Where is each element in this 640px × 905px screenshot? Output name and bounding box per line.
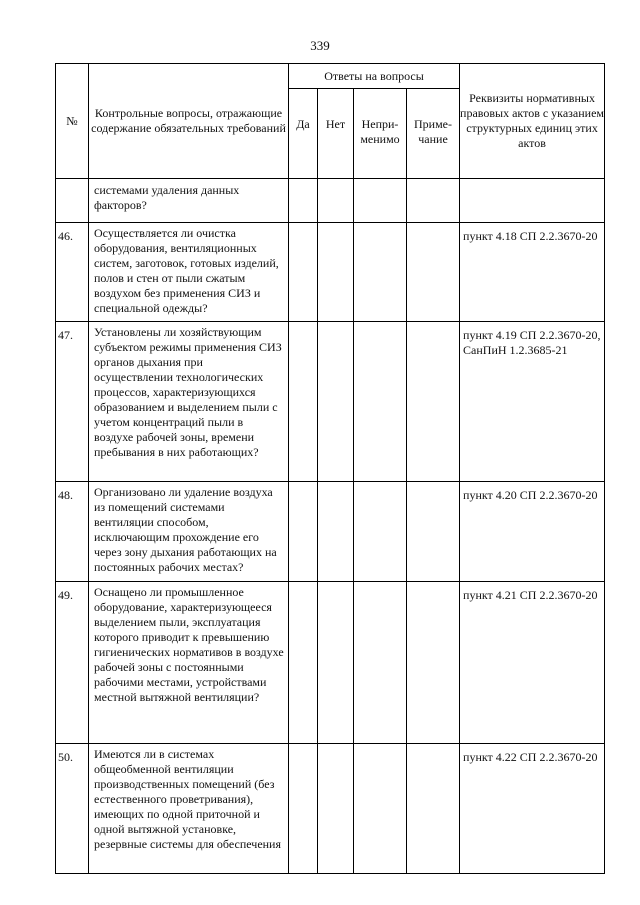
row-question: Оснащено ли промышленное оборудование, характеризующееся выделением пыли, эксплуатация которого приводит к превышению гигиенических нормативов в воздухе рабочей зоны с постоянными рабочими местами, устройствами местной вытяжной вентиляции? <box>89 582 289 744</box>
checklist-table <box>55 63 605 874</box>
row-number: 46. <box>56 223 89 322</box>
answer-yes-cell[interactable] <box>289 223 318 322</box>
row-reference: пункт 4.21 СП 2.2.3670-20 <box>460 582 605 744</box>
row-number <box>56 179 89 223</box>
answer-yes-cell[interactable] <box>289 482 318 582</box>
answer-not-applicable-cell[interactable] <box>354 322 407 482</box>
row-number: 49. <box>56 582 89 744</box>
answer-not-applicable-cell[interactable] <box>354 223 407 322</box>
answer-no-cell[interactable] <box>318 582 354 744</box>
answer-no-cell[interactable] <box>318 322 354 482</box>
answer-note-cell[interactable] <box>407 582 460 744</box>
answer-not-applicable-cell[interactable] <box>354 482 407 582</box>
answer-no-cell[interactable] <box>318 482 354 582</box>
row-reference: пункт 4.18 СП 2.2.3670-20 <box>460 223 605 322</box>
answer-not-applicable-cell[interactable] <box>354 744 407 874</box>
table-row <box>56 179 605 223</box>
row-question: Имеются ли в системах общеобменной вентиляции производственных помещений (без естественного проветривания), имеющих по одной приточной и одной вытяжной установке, резервные системы для обеспечения <box>89 744 289 874</box>
row-reference <box>460 179 605 223</box>
table-row <box>56 322 605 482</box>
answer-no-cell[interactable] <box>318 744 354 874</box>
page-number: 339 <box>310 38 330 53</box>
row-reference: пункт 4.19 СП 2.2.3670-20, СанПиН 1.2.3685-21 <box>460 322 605 482</box>
answer-not-applicable-cell[interactable] <box>354 179 407 223</box>
table-row <box>56 223 605 322</box>
answer-not-applicable-cell[interactable] <box>354 582 407 744</box>
header-answer-not-applicable: Непри-менимо <box>354 89 407 179</box>
answer-yes-cell[interactable] <box>289 179 318 223</box>
header-num: № <box>56 64 89 179</box>
answer-yes-cell[interactable] <box>289 744 318 874</box>
table-row <box>56 744 605 874</box>
answer-note-cell[interactable] <box>407 482 460 582</box>
answer-no-cell[interactable] <box>318 179 354 223</box>
row-number: 50. <box>56 744 89 874</box>
header-row-top <box>56 64 605 89</box>
row-number: 47. <box>56 322 89 482</box>
row-question: системами удаления данных факторов? <box>89 179 289 223</box>
header-answer-no: Нет <box>318 89 354 179</box>
row-number: 48. <box>56 482 89 582</box>
header-answers-title: Ответы на вопросы <box>289 64 460 89</box>
row-question: Осуществляется ли очистка оборудования, вентиляционных систем, заготовок, готовых изделий, полов и стен от пыли сжатым воздухом без применения СИЗ и специальной одежды? <box>89 223 289 322</box>
row-question: Организовано ли удаление воздуха из помещений системами вентиляции способом, исключающим прохождение его через зону дыхания работающих на постоянных рабочих местах? <box>89 482 289 582</box>
header-reference: Реквизиты нормативных правовых актов с указанием структурных единиц этих актов <box>460 64 605 179</box>
row-reference: пункт 4.22 СП 2.2.3670-20 <box>460 744 605 874</box>
answer-no-cell[interactable] <box>318 223 354 322</box>
answer-note-cell[interactable] <box>407 322 460 482</box>
table-row <box>56 582 605 744</box>
row-reference: пункт 4.20 СП 2.2.3670-20 <box>460 482 605 582</box>
header-answer-note: Приме-чание <box>407 89 460 179</box>
row-question: Установлены ли хозяйствующим субъектом режимы применения СИЗ органов дыхания при осуществлении технологических процессов, характеризующихся образованием и выделением пыли с учетом концентраций пыли в воздухе рабочей зоны, времени пребывания в них работающих? <box>89 322 289 482</box>
answer-note-cell[interactable] <box>407 744 460 874</box>
answer-yes-cell[interactable] <box>289 582 318 744</box>
table-row <box>56 482 605 582</box>
answer-note-cell[interactable] <box>407 179 460 223</box>
answer-note-cell[interactable] <box>407 223 460 322</box>
header-question: Контрольные вопросы, отражающие содержание обязательных требований <box>89 64 289 179</box>
header-answer-yes: Да <box>289 89 318 179</box>
answer-yes-cell[interactable] <box>289 322 318 482</box>
